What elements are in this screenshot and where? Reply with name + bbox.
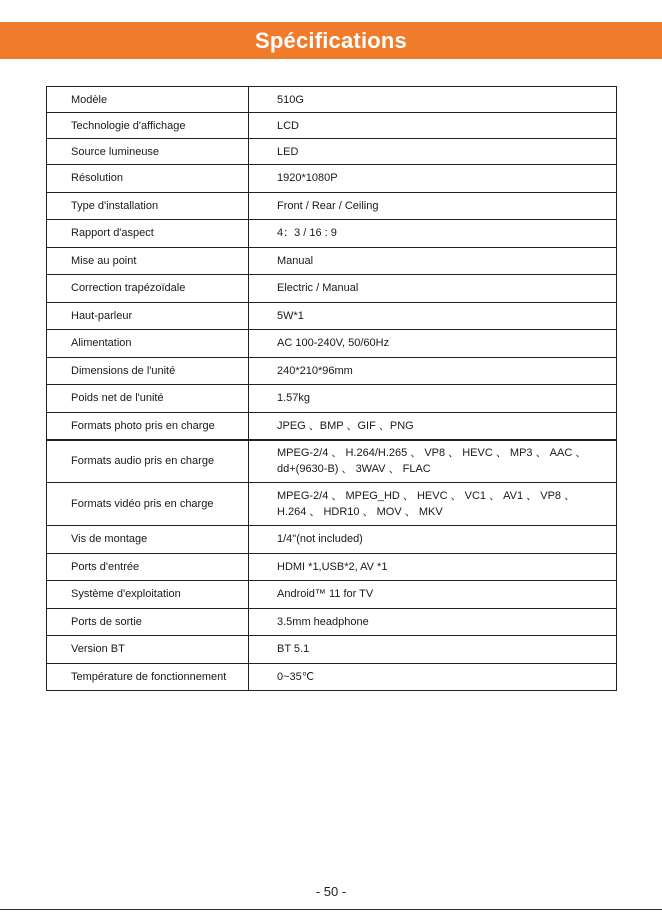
table-row [47,526,617,554]
spec-label: Alimentation [47,330,249,358]
spec-label: Version BT [47,636,249,664]
spec-value: Manual [249,247,617,275]
spec-label: Modèle [47,87,249,113]
spec-value: LCD [249,113,617,139]
table-row [47,581,617,609]
spec-value: AC 100-240V, 50/60Hz [249,330,617,358]
spec-value: 510G [249,87,617,113]
table-row [47,440,617,483]
spec-value-line: MPEG-2/4 、 H.264/H.265 、 VP8 、 HEVC 、 MP3 、 AAC 、 [277,447,587,460]
spec-value: LED [249,139,617,165]
spec-value [249,440,617,483]
spec-label: Ports de sortie [47,608,249,636]
spec-label: Ports d'entrée [47,553,249,581]
table-row [47,247,617,275]
footer-divider [0,909,662,910]
table-row [47,275,617,303]
spec-label: Résolution [47,165,249,193]
spec-label: Rapport d'aspect [47,220,249,248]
spec-label: Correction trapézoïdale [47,275,249,303]
table-row [47,192,617,220]
spec-label: Température de fonctionnement [47,663,249,691]
table-row [47,663,617,691]
table-row [47,608,617,636]
spec-value: 4：3 / 16 : 9 [249,220,617,248]
page-number: - 50 - [315,884,347,899]
table-row [47,302,617,330]
spec-value: Front / Rear / Ceiling [249,192,617,220]
table-row [47,113,617,139]
specifications-table [46,86,617,691]
spec-value: Android™ 11 for TV [249,581,617,609]
table-row [47,139,617,165]
spec-value: 1920*1080P [249,165,617,193]
spec-value [249,483,617,526]
spec-label: Formats vidéo pris en charge [47,483,249,526]
spec-value: 0~35℃ [249,663,617,691]
spec-value: 3.5mm headphone [249,608,617,636]
spec-label: Poids net de l'unité [47,385,249,413]
spec-value: 1.57kg [249,385,617,413]
spec-label: Formats audio pris en charge [47,440,249,483]
spec-label: Dimensions de l'unité [47,357,249,385]
table-row [47,87,617,113]
spec-value-line: dd+(9630-B) 、 3WAV 、 FLAC [277,463,431,476]
spec-label: Vis de montage [47,526,249,554]
spec-value-line: H.264 、 HDR10 、 MOV 、 MKV [277,506,443,518]
spec-value-line: MPEG-2/4 、 MPEG_HD 、 HEVC 、 VC1 、 AV1 、 VP8 、 [277,490,576,502]
spec-label: Type d'installation [47,192,249,220]
table-row [47,165,617,193]
title-banner [0,22,662,59]
spec-value: BT 5.1 [249,636,617,664]
table-row [47,483,617,526]
spec-label: Mise au point [47,247,249,275]
table-row [47,220,617,248]
spec-label: Système d'exploitation [47,581,249,609]
page-title: Spécifications [255,27,407,53]
spec-value: 240*210*96mm [249,357,617,385]
spec-label: Haut-parleur [47,302,249,330]
table-row [47,330,617,358]
spec-label: Source lumineuse [47,139,249,165]
table-row [47,385,617,413]
spec-value: 1/4"(not included) [249,526,617,554]
spec-value: Electric / Manual [249,275,617,303]
spec-label: Formats photo pris en charge [47,412,249,440]
spec-value: HDMI *1,USB*2, AV *1 [249,553,617,581]
table-row [47,636,617,664]
table-row [47,357,617,385]
spec-value: 5W*1 [249,302,617,330]
table-row [47,412,617,440]
spec-label: Technologie d'affichage [47,113,249,139]
table-row [47,553,617,581]
spec-value: JPEG 、BMP 、GIF 、PNG [249,412,617,440]
